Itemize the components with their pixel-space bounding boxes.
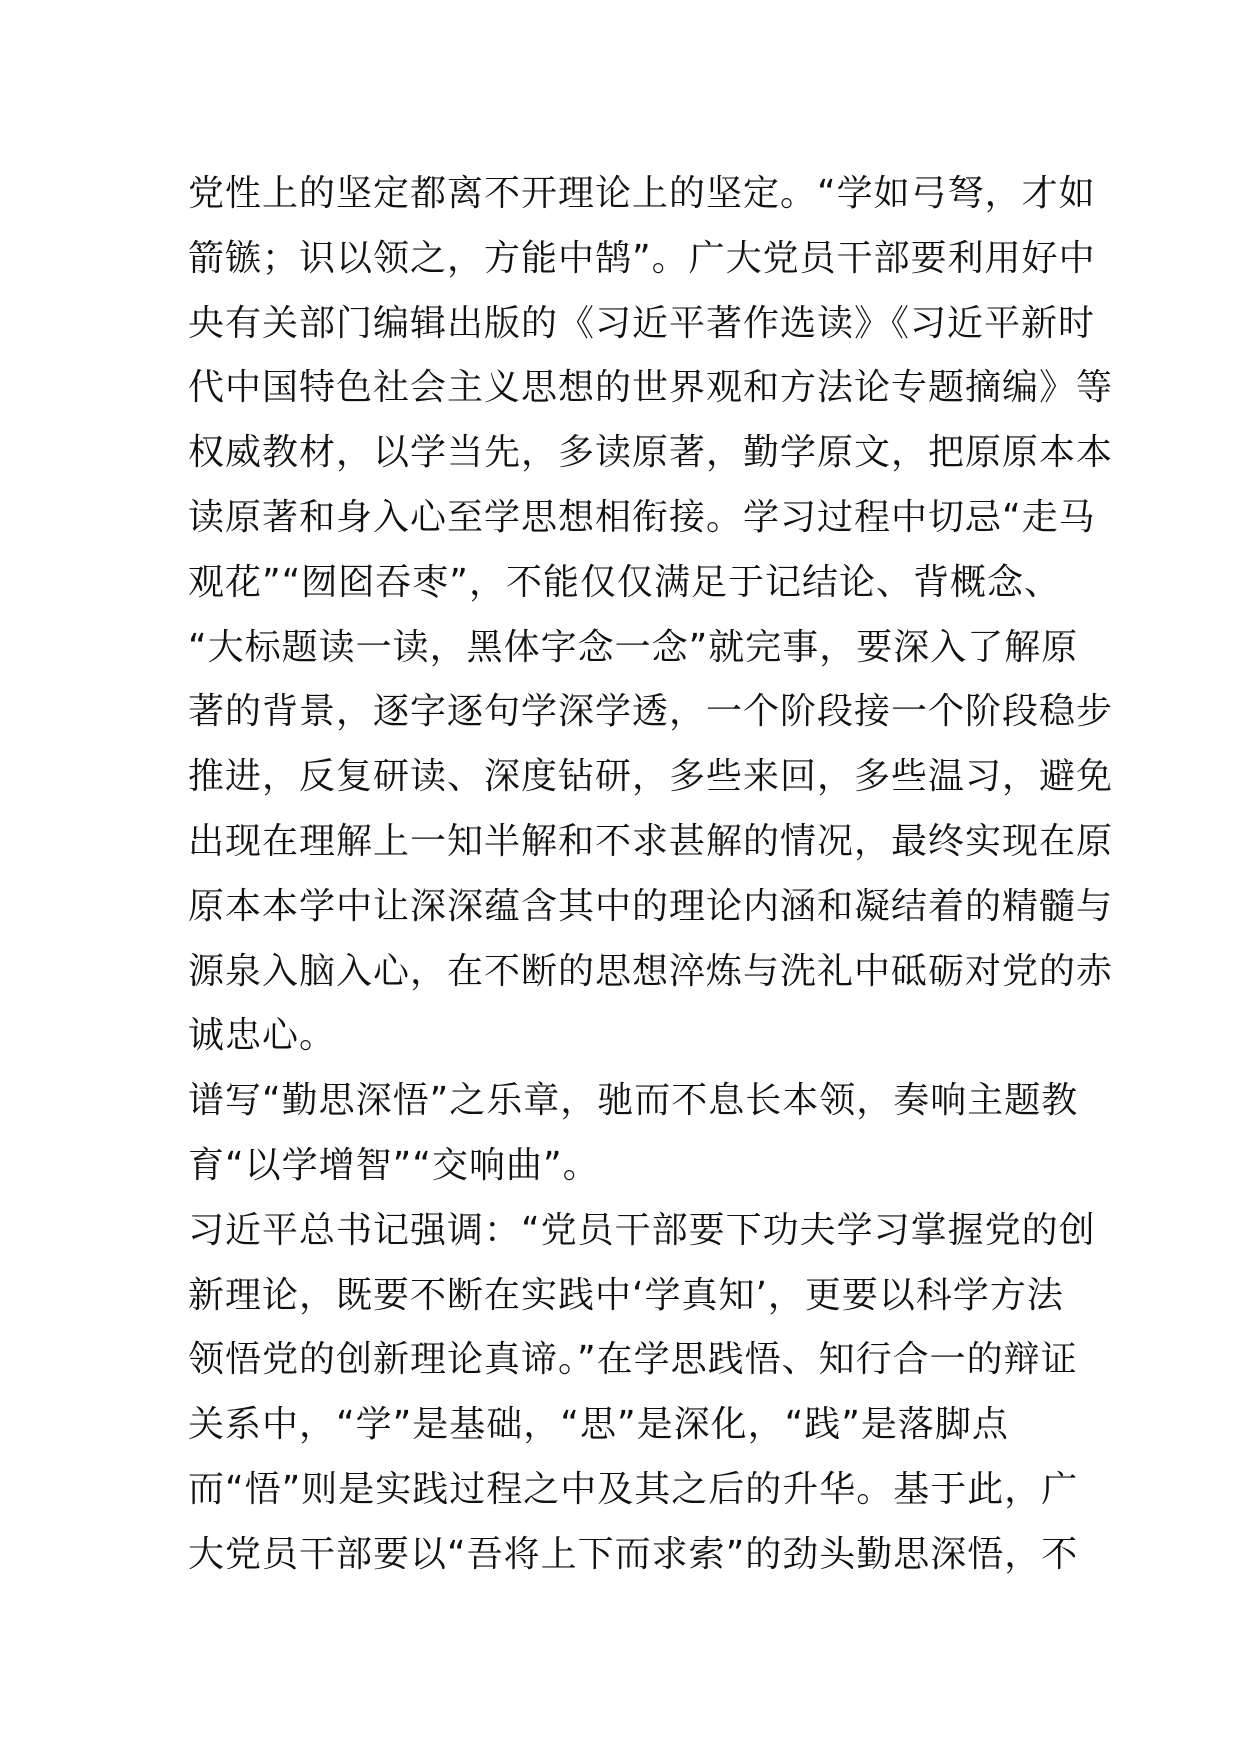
text-line: 诚忠心。 xyxy=(188,1015,337,1057)
document-body xyxy=(188,162,1114,1588)
text-line: 代中国特色社会主义思想的世界观和方法论专题摘编》等 xyxy=(188,367,1114,409)
text-line: 习近平总书记强调：“党员干部要下功夫学习掌握党的创 xyxy=(188,1209,1096,1251)
text-line: 关系中，“学”是基础，“思”是深化，“践”是落脚点 xyxy=(188,1404,1009,1446)
text-line: 推进，反复研读、深度钻研，多些来回，多些温习，避免 xyxy=(188,756,1114,798)
text-line: 领悟党的创新理论真谛。”在学思践悟、知行合一的辩证 xyxy=(188,1339,1078,1381)
text-line: 原本本学中让深深蕴含其中的理论内涵和凝结着的精髓与 xyxy=(188,885,1114,927)
text-line: 读原著和身入心至学思想相衔接。学习过程中切忌“走马 xyxy=(188,496,1096,538)
text-line: 央有关部门编辑出版的《习近平著作选读》《习近平新时 xyxy=(188,302,1096,344)
text-line: 而“悟”则是实践过程之中及其之后的升华。基于此，广 xyxy=(188,1468,1079,1510)
text-line: 谱写“勤思深悟”之乐章，驰而不息长本领，奏响主题教 xyxy=(188,1080,1079,1122)
text-line: 箭镞；识以领之，方能中鹄”。广大党员干部要利用好中 xyxy=(188,237,1096,279)
text-line: 党性上的坚定都离不开理论上的坚定。“学如弓弩，才如 xyxy=(188,173,1096,214)
section-heading-paragraph xyxy=(188,1069,1079,1199)
text-line: “大标题读一读，黑体字念一念”就完事，要深入了解原 xyxy=(188,626,1079,668)
text-line: 权威教材，以学当先，多读原著，勤学原文，把原原本本 xyxy=(188,432,1114,474)
text-line: 育“以学增智”“交响曲”。 xyxy=(188,1144,600,1186)
text-line: 源泉入脑入心，在不断的思想淬炼与洗礼中砥砺对党的赤 xyxy=(188,950,1114,992)
text-line: 著的背景，逐字逐句学深学透，一个阶段接一个阶段稳步 xyxy=(188,691,1114,733)
text-line: 新理论，既要不断在实践中‘学真知’，更要以科学方法 xyxy=(188,1274,1064,1316)
text-line: 观花”“囫囵吞枣”，不能仅仅满足于记结论、背概念、 xyxy=(188,561,1061,603)
paragraph-3 xyxy=(188,1199,1096,1588)
paragraph-1 xyxy=(188,162,1114,1069)
text-line: 大党员干部要以“吾将上下而求索”的劲头勤思深悟，不 xyxy=(188,1533,1079,1575)
text-line: 出现在理解上一知半解和不求甚解的情况，最终实现在原 xyxy=(188,820,1114,862)
